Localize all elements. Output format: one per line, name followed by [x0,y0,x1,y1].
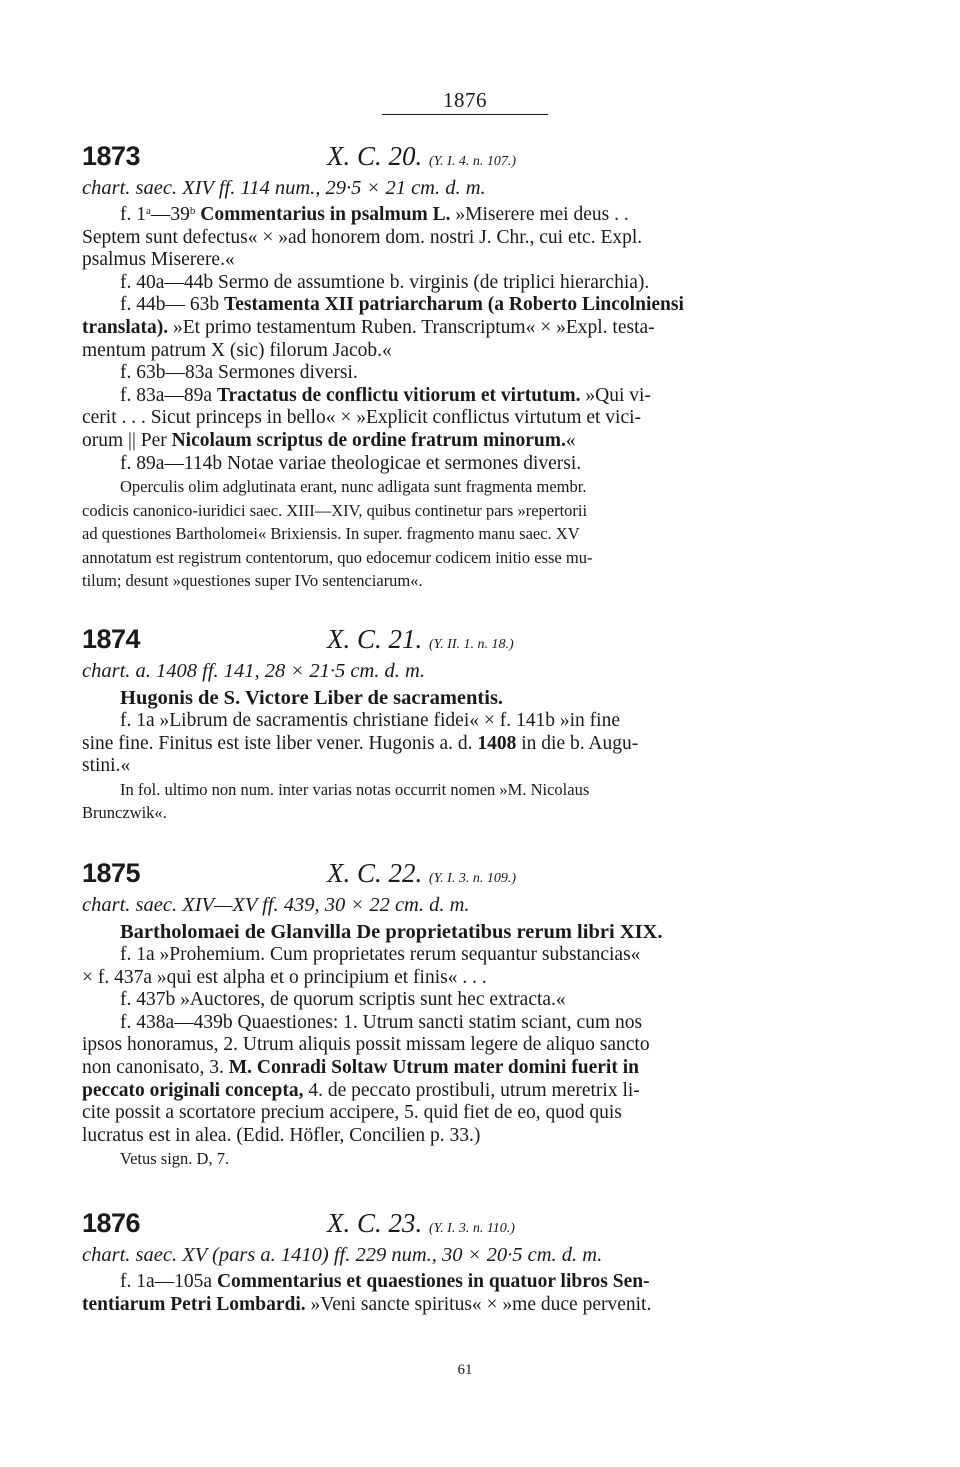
entry-heading [82,858,848,894]
content-line [82,1080,848,1103]
note-line: Operculis olim adglutinata erant, nunc adligata sunt fragmenta membr. [120,477,587,497]
note-line: tilum; desunt »questiones super IVo sentenciarum«. [82,571,423,591]
work-title: Tractatus de conflictu vitiorum et virtutum. [216,384,581,406]
work-title: Hugonis de S. Victore Liber de sacramentis. [120,687,504,709]
old-shelfmark: (Y. I. 3. n. 110.) [429,1221,515,1236]
folio-side: a [146,205,151,217]
old-shelfmark: (Y. II. 1. n. 18.) [429,637,514,652]
shelfmark-text: X. C. 20. [327,141,423,171]
content-line: ipsos honoramus, 2. Utrum aliquis possit missam legere de aliquo sancto [82,1034,650,1056]
incipit: »Qui vi- [580,384,651,406]
entry-1876 [82,1208,848,1316]
entry-number: 1873 [82,141,141,171]
content-line [82,1294,848,1317]
folio-side: b [189,205,196,217]
content-line [82,1271,848,1294]
shelfmark [327,858,516,889]
running-head: 1876 [443,88,487,112]
content-line [82,385,848,408]
folio: f. 83a—89a [120,384,217,406]
content-line: cite possit a scortatore precium accipere, 5. quid fiet de eo, quod quis [82,1102,622,1124]
incipit: »Miserere mei deus . . [450,204,629,225]
content-line: Septem sunt defectus« × »ad honorem dom. nostri J. Chr., cui etc. Expl. [82,226,643,248]
work-title: translata). [82,316,169,338]
note-line: Vetus sign. D, 7. [120,1149,230,1169]
folio: f. 1 [120,204,146,225]
content-line [82,1057,848,1080]
incipit: »Veni sancte spiritus« × »me duce pervenit. [305,1293,652,1315]
work-title: peccato originali concepta, [82,1079,304,1101]
text: in die b. Augu- [516,732,639,754]
shelfmark [327,1208,515,1239]
content-line: f. 437b »Auctores, de quorum scriptis sunt hec extracta.« [120,989,566,1011]
folio: f. 1a—105a [120,1271,217,1292]
old-shelfmark: (Y. I. 3. n. 109.) [429,871,517,886]
content-line: f. 1a »Prohemium. Cum proprietates rerum sequantur substancias« [120,944,641,965]
work-title: tentiarum Petri Lombardi. [82,1293,306,1315]
shelfmark-text: X. C. 21. [327,624,423,654]
year: 1408 [477,732,517,754]
content-line: × f. 437a »qui est alpha et o principium et finis« . . . [82,966,487,988]
work-title: Commentarius et quaestiones in quatuor libros Sen- [216,1271,650,1292]
work-title: M. Conradi Soltaw Utrum mater domini fuerit in [228,1056,639,1078]
old-shelfmark: (Y. I. 4. n. 107.) [429,154,517,169]
content-line [82,204,848,227]
content-line [82,733,848,756]
content-line: lucratus est in alea. (Edid. Höfler, Concilien p. 33.) [82,1124,481,1146]
work-title: Commentarius in psalmum L. [195,204,451,225]
text: 4. de peccato prostibuli, utrum meretrix li- [303,1079,640,1101]
content-line [82,294,848,317]
entry-heading [82,624,848,660]
signature-mark: 61 [457,1362,473,1378]
note-line: codicis canonico-iuridici saec. XIII—XIV, quibus continetur pars »repertorii [82,500,588,520]
content-line: f. 1a »Librum de sacramentis christiane fidei« × f. 141b »in fine [120,710,620,731]
entry-1873 [82,141,848,593]
content-line [82,317,848,340]
content-line: stini.« [82,755,131,777]
shelfmark [327,624,514,655]
content-line [82,430,848,453]
content-line: f. 89a—114b Notae variae theologicae et sermones diversi. [120,452,582,474]
content-line: psalmus Miserere.« [82,249,235,271]
work-title: Bartholomaei de Glanvilla De proprietatibus rerum libri XIX. [120,921,663,943]
note-line: Brunczwik«. [82,803,167,823]
note-line: annotatum est registrum contentorum, quo edocemur codicem initio esse mu- [82,547,593,567]
text: orum || Per [82,429,172,451]
text: non canonisato, 3. [82,1056,229,1078]
content-line: cerit . . . Sicut princeps in bello« × »Explicit conflictus virtutum et vici- [82,407,642,429]
work-title: Testamenta XII patriarcharum (a Roberto Lincolniensi [224,294,684,316]
text: sine fine. Finitus est iste liber vener. Hugonis a. d. [82,732,478,754]
entry-heading [82,1208,848,1244]
shelfmark-text: X. C. 22. [327,858,423,888]
folio: f. 44b— 63b [120,294,224,316]
entry-1874 [82,624,848,825]
folio: —39 [150,204,190,225]
content-line: f. 63b—83a Sermones diversi. [120,362,358,384]
content-line: mentum patrum X (sic) filorum Jacob.« [82,339,392,361]
physical-description: chart. saec. XV (pars a. 1410) ff. 229 num., 30 × 20·5 cm. d. m. [82,1244,603,1266]
physical-description: chart. saec. XIV ff. 114 num., 29·5 × 21 cm. d. m. [82,177,486,199]
note-line: ad questiones Bartholomei« Brixiensis. In super. fragmento manu saec. XV [82,524,580,544]
shelfmark-text: X. C. 23. [327,1208,423,1238]
physical-description: chart. saec. XIV—XV ff. 439, 30 × 22 cm. d. m. [82,894,470,916]
entry-number: 1875 [82,858,141,888]
entry-number: 1874 [82,624,141,654]
entry-heading [82,141,848,177]
entry-number: 1876 [82,1208,141,1238]
incipit: »Et primo testamentum Ruben. Transcriptum« × »Expl. testa- [168,316,655,338]
content-line: f. 438a—439b Quaestiones: 1. Utrum sancti statim sciant, cum nos [120,1011,643,1033]
scribe-name: Nicolaum scriptus de ordine fratrum minorum. [171,429,566,451]
content-line: f. 40a—44b Sermo de assumtione b. virginis (de triplici hierarchia). [120,271,650,293]
entry-1875 [82,858,848,1171]
physical-description: chart. a. 1408 ff. 141, 28 × 21·5 cm. d. m. [82,660,425,682]
text: « [565,429,576,451]
shelfmark [327,141,516,172]
note-line: In fol. ultimo non num. inter varias notas occurrit nomen »M. Nicolaus [120,779,590,799]
header-rule [382,114,548,115]
